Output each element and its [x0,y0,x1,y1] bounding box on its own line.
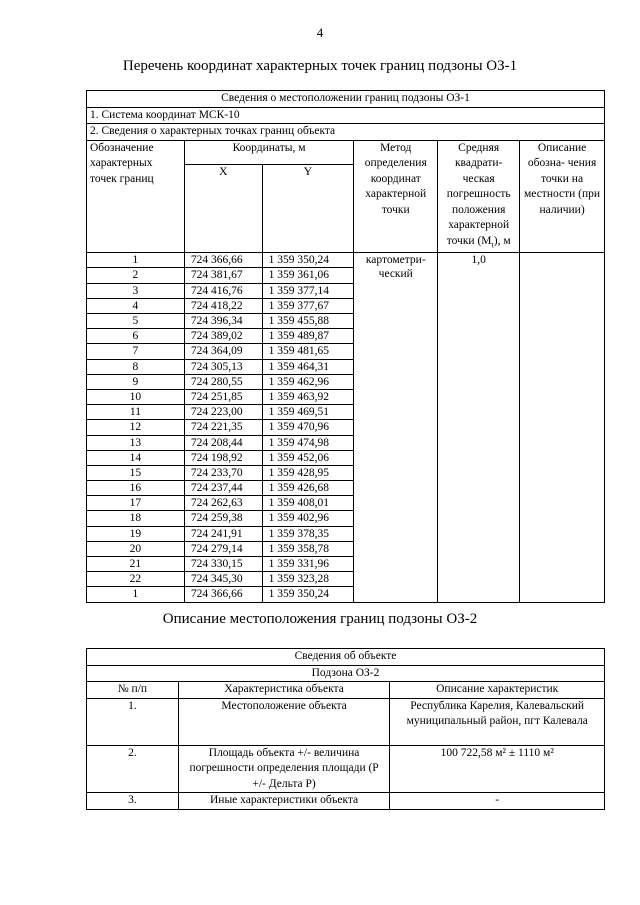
object-row-num: 3. [87,793,179,810]
method-value: картометри- ческий [354,253,438,602]
coord-x: 724 389,02 [184,329,262,344]
coords-title: Перечень координат характерных точек границ подзоны ОЗ-1 [122,58,518,74]
coord-x: 724 262,63 [184,496,262,511]
coord-y: 1 359 408,01 [262,496,354,511]
object-header: Сведения об объекте [87,649,605,666]
coord-y: 1 359 358,78 [262,541,354,556]
col-point-header: Обозначение характерных точек границ [87,140,185,253]
point-number: 18 [87,511,185,526]
col-method-header: Метод определения координат характерной точки [354,140,438,253]
coord-y: 1 359 377,67 [262,298,354,313]
coord-y: 1 359 469,51 [262,405,354,420]
point-number: 12 [87,420,185,435]
coord-y: 1 359 331,96 [262,557,354,572]
col-desc-header: Описание обозна- чения точки на местности (при наличии) [520,140,605,253]
point-number: 1 [87,587,185,602]
coord-y: 1 359 378,35 [262,526,354,541]
coord-y: 1 359 428,95 [262,465,354,480]
coord-y: 1 359 350,24 [262,587,354,602]
col-y-header: Y [262,165,354,253]
coord-x: 724 366,66 [184,253,262,268]
coord-x: 724 330,15 [184,557,262,572]
col-char-header: Характеристика объекта [178,682,390,699]
point-number: 4 [87,298,185,313]
coord-x: 724 198,92 [184,450,262,465]
col-error-header: Средняя квадрати-ческая погрешность положения характерной точки $(M_t)$, м [438,140,520,253]
coord-x: 724 259,38 [184,511,262,526]
coord-y: 1 359 361,06 [262,268,354,283]
point-number: 17 [87,496,185,511]
coord-y: 1 359 377,14 [262,283,354,298]
point-number: 1 [87,253,185,268]
coord-y: 1 359 489,87 [262,329,354,344]
coord-x: 724 251,85 [184,389,262,404]
coord-y: 1 359 323,28 [262,572,354,587]
point-number: 19 [87,526,185,541]
point-number: 21 [87,557,185,572]
coordinates-table [86,90,605,603]
point-number: 14 [87,450,185,465]
coord-row [87,253,605,268]
point-number: 20 [87,541,185,556]
object-row-char: Площадь объекта +/- величина погрешности определения площади (P +/- Дельта P) [178,745,390,793]
coord-x: 724 364,09 [184,344,262,359]
coord-x: 724 237,44 [184,481,262,496]
object-row-num: 2. [87,745,179,793]
object-subheader: Подзона ОЗ-2 [87,665,605,682]
coords-header: Сведения о местоположении границ подзоны ОЗ-1 [87,91,605,108]
point-number: 10 [87,389,185,404]
coord-x: 724 305,13 [184,359,262,374]
point-number: 22 [87,572,185,587]
error-value: 1,0 [438,253,520,602]
coord-x: 724 233,70 [184,465,262,480]
point-number: 15 [87,465,185,480]
col-x-header: X [184,165,262,253]
object-row-char: Иные характеристики объекта [178,793,390,810]
coord-y: 1 359 474,98 [262,435,354,450]
object-row-desc: Республика Карелия, Калевальский муниципальный район, пгт Калевала [390,698,605,745]
coord-x: 724 418,22 [184,298,262,313]
object-title: Описание местоположения границ подзоны ОЗ-2 [162,611,478,627]
coords-system: 1. Система координат МСК-10 [87,107,605,124]
description-value [520,253,605,602]
coord-y: 1 359 455,88 [262,314,354,329]
object-row-char: Местоположение объекта [178,698,390,745]
coord-x: 724 345,30 [184,572,262,587]
page-number: 4 [316,25,324,40]
point-number: 11 [87,405,185,420]
object-row-desc: 100 722,58 м² ± 1110 м² [390,745,605,793]
point-number: 13 [87,435,185,450]
point-number: 5 [87,314,185,329]
coord-x: 724 381,67 [184,268,262,283]
coords-section: 2. Сведения о характерных точках границ объекта [87,124,605,141]
coord-y: 1 359 462,96 [262,374,354,389]
point-number: 9 [87,374,185,389]
col-desc-header: Описание характеристик [390,682,605,699]
point-number: 16 [87,481,185,496]
coord-y: 1 359 426,68 [262,481,354,496]
point-number: 8 [87,359,185,374]
point-number: 7 [87,344,185,359]
coord-y: 1 359 463,92 [262,389,354,404]
coord-y: 1 359 470,96 [262,420,354,435]
coord-x: 724 280,55 [184,374,262,389]
col-num-header: № п/п [87,682,179,699]
col-coords-header: Координаты, м [184,140,353,165]
coord-x: 724 223,00 [184,405,262,420]
point-number: 6 [87,329,185,344]
coord-y: 1 359 452,06 [262,450,354,465]
coord-y: 1 359 402,96 [262,511,354,526]
object-row-desc: - [390,793,605,810]
coord-x: 724 208,44 [184,435,262,450]
coord-x: 724 416,76 [184,283,262,298]
coord-x: 724 241,91 [184,526,262,541]
coord-y: 1 359 350,24 [262,253,354,268]
point-number: 2 [87,268,185,283]
coord-y: 1 359 464,31 [262,359,354,374]
point-number: 3 [87,283,185,298]
coord-x: 724 221,35 [184,420,262,435]
object-row-num: 1. [87,698,179,745]
coord-x: 724 279,14 [184,541,262,556]
coord-y: 1 359 481,65 [262,344,354,359]
coord-x: 724 396,34 [184,314,262,329]
object-table [86,648,605,810]
coord-x: 724 366,66 [184,587,262,602]
